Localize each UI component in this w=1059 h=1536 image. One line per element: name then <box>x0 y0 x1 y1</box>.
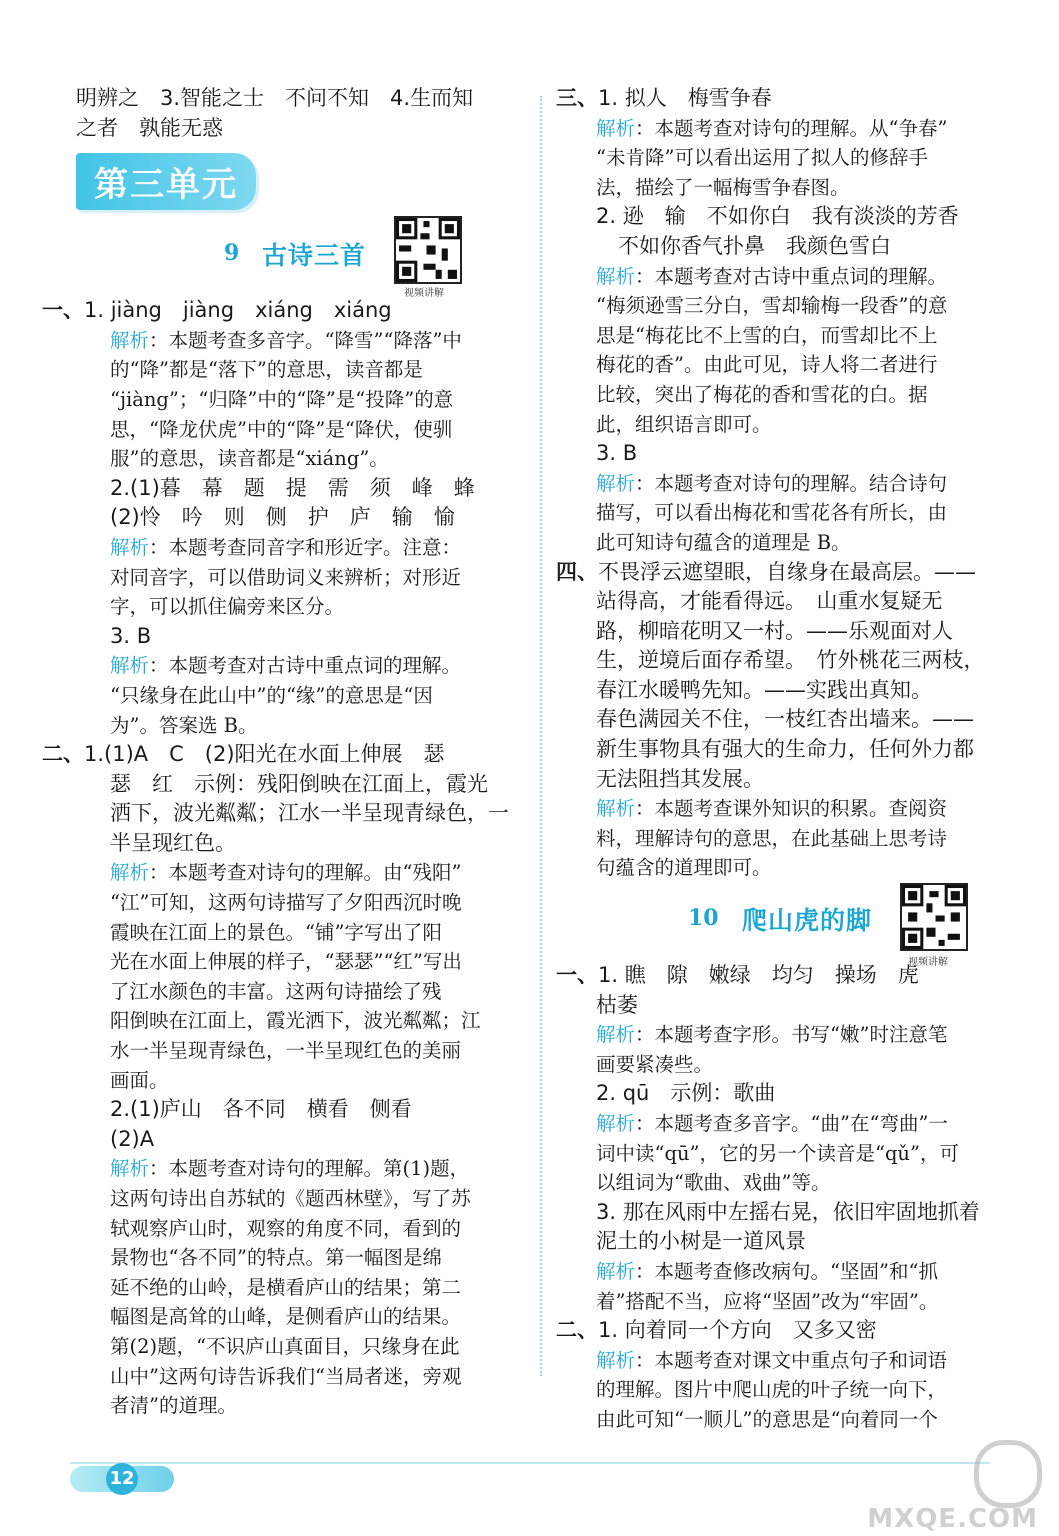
column-divider <box>540 96 542 1376</box>
left-column <box>42 84 520 1421</box>
analysis-line: 霞映在江面上的景色。“铺”字写出了阳 <box>110 920 442 944</box>
analysis-tag: 解析 <box>596 1259 636 1283</box>
analysis: 解析：本题考查修改病句。“坚固”和“抓 <box>596 1259 938 1283</box>
section-number: 二、 <box>556 1318 598 1343</box>
answer: 不如你香气扑鼻 我颜色雪白 <box>618 233 891 258</box>
answer: 瑟 红 示例：残阳倒映在江面上，霞光 <box>110 771 488 796</box>
analysis: 解析：本题考查同音字和形近字。注意： <box>110 535 462 559</box>
answer: 1. jiàng jiàng xiáng xiáng <box>84 298 392 323</box>
answer: 2.(1)暮 幕 题 提 需 须 峰 蜂 <box>110 475 475 500</box>
answer: 1.(1)A C (2)阳光在水面上伸展 瑟 <box>84 742 445 767</box>
analysis-line: 思是“梅花比不上雪的白，而雪却比不上 <box>596 323 938 347</box>
answer: 枯萎 <box>596 992 638 1017</box>
analysis-tag: 解析 <box>596 471 636 495</box>
analysis: 解析：本题考查对诗句的理解。从“争春” <box>596 116 948 140</box>
analysis-line: 画面。 <box>110 1068 169 1092</box>
section-number: 四、 <box>556 559 598 584</box>
analysis: 解析：本题考查多音字。“降雪”“降落”中 <box>110 328 462 352</box>
analysis: 解析：本题考查对古诗中重点词的理解。 <box>110 654 462 678</box>
page-footer <box>70 1462 990 1494</box>
analysis: 解析：本题考查字形。书写“嫩”时注意笔 <box>596 1023 948 1047</box>
lesson-header-10 <box>562 883 1012 969</box>
analysis-line: 画要紧凑些。 <box>596 1052 714 1076</box>
analysis-tag: 解析 <box>110 535 150 559</box>
analysis-line: 着”搭配不当，应将“坚固”改为“牢固”。 <box>596 1289 939 1313</box>
question-2-1 <box>42 740 520 770</box>
qr-label: 视频讲解 <box>404 288 444 300</box>
analysis-line: 法，描绘了一幅梅雪争春图。 <box>596 175 850 199</box>
analysis-line: “江”可知，这两句诗描写了夕阳西沉时晚 <box>110 891 462 915</box>
answer: 新生事物具有强大的生命力，任何外力都 <box>596 737 974 762</box>
answer: 不畏浮云遮望眼，自缘身在最高层。—— <box>598 559 976 584</box>
analysis: 解析：本题考查对古诗中重点词的理解。 <box>596 264 948 288</box>
analysis-tag: 解析 <box>596 1023 636 1047</box>
analysis-tag: 解析 <box>596 797 636 821</box>
analysis-line: “未肯降”可以看出运用了拟人的修辞手 <box>596 146 928 170</box>
answer: 2. qū 示例：歌曲 <box>596 1081 776 1106</box>
analysis: 解析：本题考查多音字。“曲”在“弯曲”一 <box>596 1112 948 1135</box>
analysis-line: 水一半呈现青绿色，一半呈现红色的美丽 <box>110 1039 462 1063</box>
analysis-line: 句蕴含的道理即可。 <box>596 856 772 880</box>
lesson-number: 10 <box>688 905 719 932</box>
answer: 半呈现红色。 <box>110 830 236 855</box>
analysis: 解析：本题考查对课文中重点句子和词语 <box>596 1348 948 1372</box>
watermark-circle-icon <box>974 1440 1042 1508</box>
analysis-line: 者清”的道理。 <box>110 1394 237 1418</box>
question-1-1 <box>42 296 520 326</box>
analysis-tag: 解析 <box>110 861 150 885</box>
analysis-line: 为”。答案选 B。 <box>110 713 258 737</box>
analysis-line: “jiàng”；“归降”中的“降”是“投降”的意 <box>110 387 454 411</box>
analysis-line: 以组词为“歌曲、戏曲”等。 <box>596 1171 831 1195</box>
analysis-line: 第(2)题，“不识庐山真面目，只缘身在此 <box>110 1334 460 1358</box>
analysis-line: 思，“降龙伏虎”中的“降”是“降伏，使驯 <box>110 417 453 441</box>
page-number: 12 <box>106 1463 138 1495</box>
analysis-tag: 解析 <box>596 116 636 140</box>
analysis-line: 轼观察庐山时，观察的角度不同，看到的 <box>110 1216 462 1240</box>
analysis-tag: 解析 <box>110 654 150 678</box>
text-line: 明辨之 3.智能之士 不问不知 4.生而知 <box>76 86 474 110</box>
analysis-tag: 解析 <box>596 264 636 288</box>
analysis-line: 阳倒映在江面上，霞光洒下，波光粼粼；江 <box>110 1009 481 1033</box>
analysis-line: 的理解。图片中爬山虎的叶子统一向下， <box>596 1378 948 1402</box>
analysis: 解析：本题考查课外知识的积累。查阅资 <box>596 797 948 821</box>
analysis: 解析：本题考查对诗句的理解。结合诗句 <box>596 471 948 495</box>
watermark-logo <box>867 1440 1050 1536</box>
analysis-tag: 解析 <box>110 328 150 352</box>
section-number: 二、 <box>42 742 84 767</box>
text-line: 之者 孰能无惑 <box>76 115 223 140</box>
answer: 1. 拟人 梅雪争春 <box>598 86 772 110</box>
answer: (2)怜 吟 则 侧 护 庐 输 愉 <box>110 505 455 530</box>
answer: 2. 逊 输 不如你白 我有淡淡的芳香 <box>596 204 959 229</box>
lesson-title: 古诗三首 <box>262 241 367 271</box>
answer: (2)A <box>110 1126 155 1151</box>
right-column <box>556 84 1012 1435</box>
answer: 泥土的小树是一道风景 <box>596 1229 806 1254</box>
answer: 无法阻挡其发展。 <box>596 766 764 791</box>
answer: 3. B <box>596 441 638 466</box>
answer: 1. 瞧 隙 嫩绿 均匀 操场 虎 <box>598 963 919 988</box>
answer: 春色满园关不住，一枝红杏出墙来。—— <box>596 707 974 732</box>
answer: 洒下，波光粼粼；江水一半呈现青绿色，一 <box>110 801 509 826</box>
section-number: 三、 <box>556 86 598 110</box>
analysis: 解析：本题考查对诗句的理解。由“残阳” <box>110 861 462 885</box>
analysis-line: 这两句诗出自苏轼的《题西林壁》，写了苏 <box>110 1187 471 1210</box>
qr-label: 视频讲解 <box>908 957 948 969</box>
page-badge <box>70 1466 174 1492</box>
analysis-line: 了江水颜色的丰富。这两句诗描绘了残 <box>110 979 442 1003</box>
analysis-line: 梅花的香”。由此可见，诗人将二者进行 <box>596 353 938 377</box>
question-3-1 <box>556 84 1012 114</box>
analysis-line: 描写，可以看出梅花和雪花各有所长，由 <box>596 501 948 525</box>
watermark-text: MXQE.COM <box>867 1504 1038 1534</box>
section-number: 一、 <box>556 963 598 988</box>
analysis-line: 的“降”都是“落下”的意思，读音都是 <box>110 358 423 382</box>
analysis: 解析：本题考查对诗句的理解。第(1)题， <box>110 1157 470 1181</box>
answer: 1. 向着同一个方向 又多又密 <box>598 1318 877 1343</box>
analysis-line: 山中”这两句诗告诉我们“当局者迷，旁观 <box>110 1364 462 1388</box>
qr-code-icon[interactable] <box>394 216 462 284</box>
unit-banner: 第三单元 <box>76 153 256 210</box>
answer: 春江水暖鸭先知。——实践出真知。 <box>596 677 932 702</box>
footer-rule <box>70 1462 990 1464</box>
analysis-line: 对同音字，可以借助词义来辨析；对形近 <box>110 565 462 589</box>
analysis-tag: 解析 <box>110 1157 150 1181</box>
analysis-line: 比较，突出了梅花的香和雪花的白。据 <box>596 382 928 406</box>
question-10-2-1 <box>556 1316 1012 1346</box>
lesson-number: 9 <box>224 240 240 267</box>
qr-code-icon[interactable] <box>900 883 968 951</box>
answer: 2.(1)庐山 各不同 横看 侧看 <box>110 1097 412 1122</box>
lesson-title: 爬山虎的脚 <box>742 906 873 936</box>
section-number: 一、 <box>42 298 84 323</box>
analysis-line: 光在水面上伸展的样子，“瑟瑟”“红”写出 <box>110 950 462 974</box>
analysis-tag: 解析 <box>596 1112 636 1135</box>
analysis-line: 字，可以抓住偏旁来区分。 <box>110 595 345 619</box>
analysis-line: “只缘身在此山中”的“缘”的意思是“因 <box>110 683 433 707</box>
analysis-line: 幅图是高耸的山峰，是侧看庐山的结果。 <box>110 1305 462 1329</box>
question-4 <box>556 558 1012 588</box>
analysis-line: 此可知诗句蕴含的道理是 B。 <box>596 530 851 554</box>
analysis-line: 延不绝的山岭，是横看庐山的结果；第二 <box>110 1275 462 1299</box>
answer: 3. 那在风雨中左摇右晃，依旧牢固地抓着 <box>596 1199 980 1224</box>
answer: 3. B <box>110 623 152 648</box>
answer: 站得高，才能看得远。 山重水复疑无 <box>596 589 943 614</box>
answer: 生，逆境后面存希望。 竹外桃花三两枝， <box>596 648 985 673</box>
analysis-line: 由此可知“一顺儿”的意思是“向着同一个 <box>596 1407 938 1431</box>
analysis-line: “梅须逊雪三分白，雪却输梅一段香”的意 <box>596 294 948 318</box>
analysis-line: 此，组织语言即可。 <box>596 412 772 436</box>
analysis-line: 料，理解诗句的意思，在此基础上思考诗 <box>596 826 948 850</box>
lesson-header-9 <box>76 218 520 300</box>
analysis-line: 景物也“各不同”的特点。第一幅图是绵 <box>110 1246 442 1270</box>
analysis-tag: 解析 <box>596 1348 636 1372</box>
analysis-line: 服”的意思，读音都是“xiáng”。 <box>110 447 389 471</box>
answer: 路，柳暗花明又一村。——乐观面对人 <box>596 618 953 643</box>
analysis-line: 词中读“qū”，它的另一个读音是“qǔ”，可 <box>596 1141 959 1165</box>
